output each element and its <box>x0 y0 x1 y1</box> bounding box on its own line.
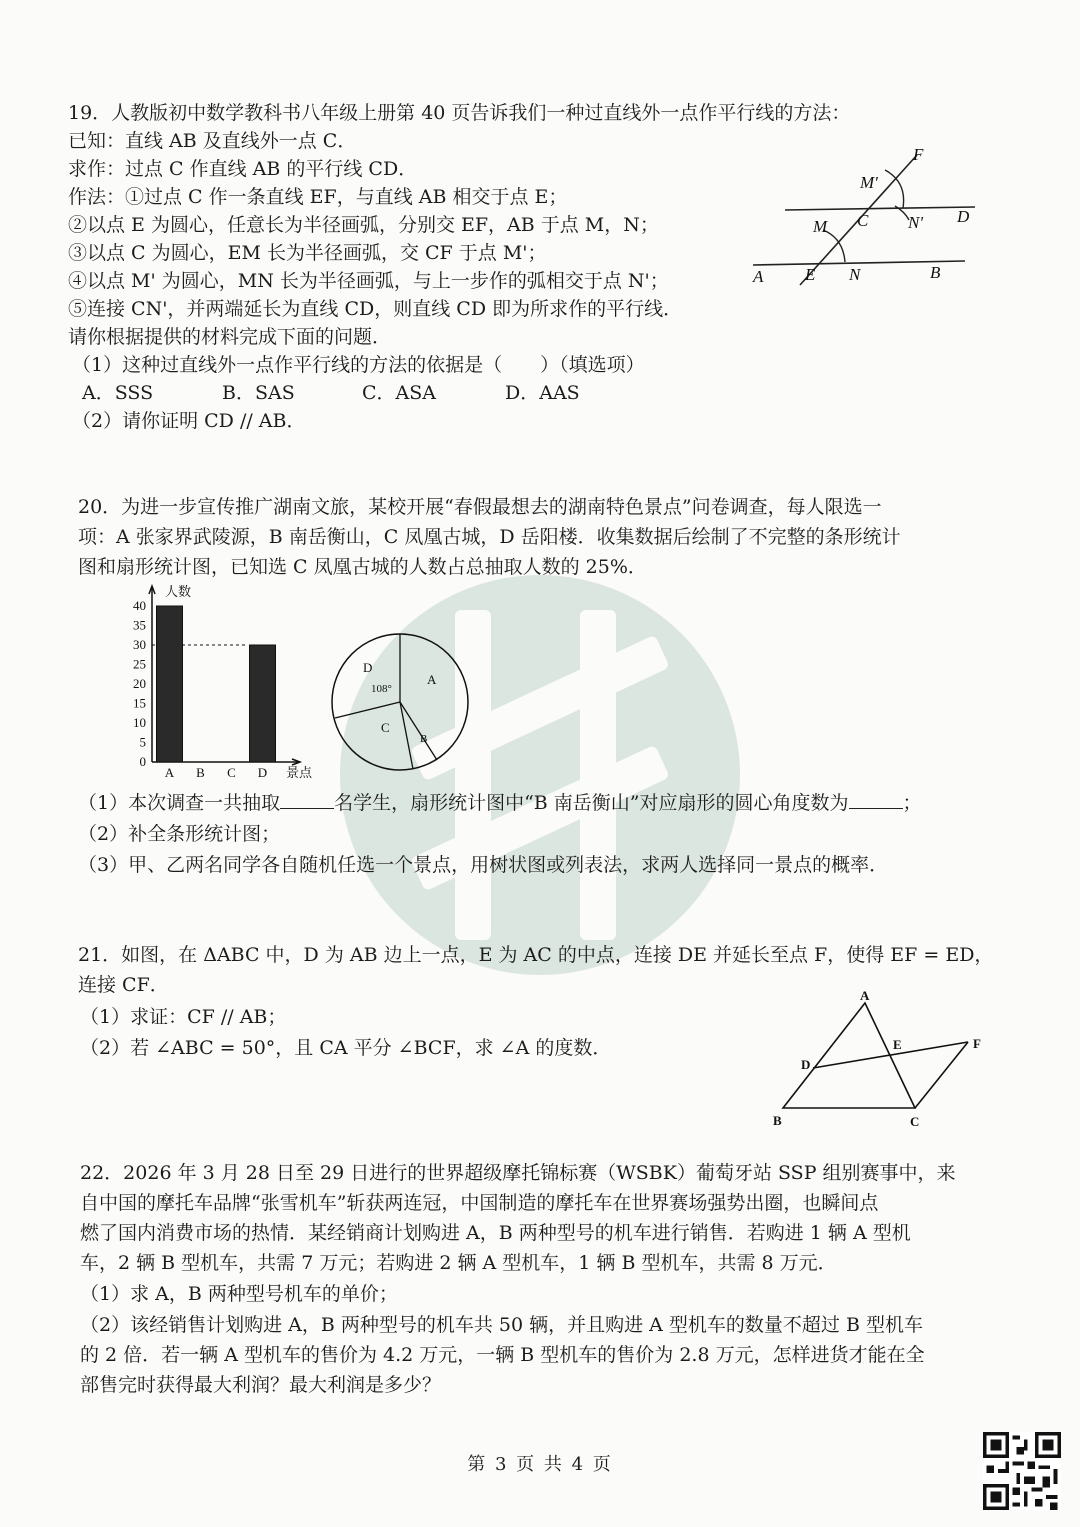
q22-question-2: （2）该经销售计划购进 A，B 两种型号的机车共 50 辆，并且购进 A 型机车的数量不超过 B 型机车 <box>80 1314 923 1336</box>
q22-line: 燃了国内消费市场的热情．某经销商计划购进 A，B 两种型号的机车进行销售．若购进 1 辆 A 型机 <box>80 1222 911 1244</box>
arc-m-prime <box>885 170 904 208</box>
label-f: F <box>913 145 924 164</box>
q20-line: 图和扇形统计图，已知选 C 凤凰古城的人数占总抽取人数的 25%． <box>78 556 647 578</box>
bar-d <box>250 645 276 762</box>
q22-line: 部售完时获得最大利润？最大利润是多少？ <box>80 1374 442 1396</box>
pie-divider <box>335 702 400 718</box>
q22-line: 自中国的摩托车品牌“张雪机车”斩获两连冠，中国制造的摩托车在世界赛场强势出圈，也瞬间点 <box>80 1192 879 1214</box>
q19-line: 求作：过点 C 作直线 AB 的平行线 CD． <box>68 158 418 180</box>
y-tick-label: 20 <box>133 676 146 691</box>
segment-cf <box>915 1042 968 1108</box>
label-a: A <box>753 267 764 286</box>
q21-question-1: （1）求证：CF // AB； <box>80 1006 287 1028</box>
x-axis-label: 景点 <box>286 765 313 780</box>
pie-label-b: B <box>420 733 428 745</box>
q19-line: ③以点 C 为圆心，EM 长为半径画弧，交 CF 于点 M'； <box>68 242 547 264</box>
label-e: E <box>805 265 816 284</box>
q19-option-d: D．AAS <box>505 382 580 404</box>
y-tick-label: 0 <box>139 754 146 769</box>
label-d: D <box>801 1057 811 1072</box>
triangle-abc <box>783 1003 915 1108</box>
answer-blank[interactable] <box>280 808 334 809</box>
q19-line: 已知：直线 AB 及直线外一点 C． <box>68 130 357 152</box>
q20-question-2: （2）补全条形统计图； <box>78 823 281 845</box>
q19-option-b: B．SAS <box>222 382 295 404</box>
label-n: N <box>849 265 861 284</box>
label-b: B <box>930 263 941 282</box>
y-tick-label: 5 <box>139 734 146 750</box>
q19-line: 19．人教版初中数学教科书八年级上册第 40 页告诉我们一种过直线外一点作平行线的方法： <box>68 102 851 124</box>
pie-label-d: D <box>363 660 373 675</box>
answer-blank[interactable] <box>849 808 903 809</box>
x-tick-label: A <box>164 765 175 780</box>
triangle-figure <box>765 985 995 1135</box>
label-a: A <box>860 988 870 1003</box>
q19-option-c: C．ASA <box>362 382 436 404</box>
pie-label-c: C <box>381 720 390 735</box>
label-m-prime: M' <box>860 173 878 192</box>
y-tick-label: 30 <box>133 637 146 652</box>
q22-line: 车，2 辆 B 型机车，共需 7 万元；若购进 2 辆 A 型机车，1 辆 B 型机车，共需 8 万元． <box>80 1252 837 1274</box>
q19-question-2: （2）请你证明 CD // AB． <box>72 410 306 432</box>
pie-angle-label: 108° <box>371 683 392 695</box>
q19-question-1: （1）这种过直线外一点作平行线的方法的依据是（ ）（填选项） <box>72 354 645 376</box>
qr-code <box>983 1432 1061 1510</box>
q21-line: 连接 CF． <box>78 974 169 996</box>
q20-question-1-text: ； <box>902 792 922 814</box>
q20-line: 项：A 张家界武陵源，B 南岳衡山，C 凤凰古城，D 岳阳楼．收集数据后绘制了不完整的条形统计 <box>78 526 901 548</box>
parallel-construction-figure <box>745 140 985 290</box>
q19-option-a: A．SSS <box>82 382 154 404</box>
q22-line: 22．2026 年 3 月 28 日至 29 日进行的世界超级摩托锦标赛（WSBK）葡萄牙站 SSP 组别赛事中，来 <box>80 1162 956 1184</box>
pie-chart <box>325 620 475 780</box>
q21-question-2: （2）若 ∠ABC = 50°，且 CA 平分 ∠BCF，求 ∠A 的度数． <box>80 1037 612 1059</box>
bar-chart <box>120 580 330 785</box>
label-d: D <box>957 207 970 226</box>
x-tick-label: B <box>196 765 205 780</box>
label-n-prime: N' <box>908 213 923 232</box>
q19-line: ⑤连接 CN'，并两端延长为直线 CD，则直线 CD 即为所求作的平行线． <box>68 298 683 320</box>
q22-line: 的 2 倍．若一辆 A 型机车的售价为 4.2 万元，一辆 B 型机车的售价为 2.8 万元，怎样进货才能在全 <box>80 1344 925 1366</box>
label-f: F <box>973 1036 981 1051</box>
q19-line: 作法：①过点 C 作一条直线 EF，与直线 AB 相交于点 E； <box>68 186 568 208</box>
label-e: E <box>893 1037 902 1052</box>
y-tick-label: 35 <box>133 617 146 633</box>
y-axis-label: 人数 <box>165 584 192 599</box>
y-tick-label: 40 <box>133 598 146 613</box>
q20-line: 20．为进一步宣传推广湖南文旅，某校开展“春假最想去的湖南特色景点”问卷调查，每人限选一 <box>78 496 882 518</box>
q20-question-1-text: 名学生，扇形统计图中“B 南岳衡山”对应扇形的圆心角度数为 <box>334 792 849 814</box>
label-m: M <box>813 217 828 236</box>
q19-line: 请你根据提供的材料完成下面的问题． <box>68 326 392 348</box>
q21-line: 21．如图，在 ΔABC 中，D 为 AB 边上一点，E 为 AC 的中点，连接 DE 并延长至点 F，使得 EF = ED， <box>78 944 994 966</box>
label-c: C <box>857 211 869 230</box>
q20-question-1 <box>78 790 922 816</box>
bar-a <box>157 606 183 762</box>
line-cd <box>785 207 975 210</box>
q19-line: ②以点 E 为圆心，任意长为半径画弧，分别交 EF，AB 于点 M，N； <box>68 214 659 236</box>
x-tick-label: C <box>227 765 236 780</box>
page-footer: 第 3 页 共 4 页 <box>467 1454 613 1475</box>
q20-question-3: （3）甲、乙两名同学各自随机任选一个景点，用树状图或列表法，求两人选择同一景点的概率． <box>78 854 889 876</box>
label-b: B <box>773 1113 782 1128</box>
y-tick-label: 10 <box>133 715 146 730</box>
q20-question-1-text: （1）本次调查一共抽取 <box>78 792 281 814</box>
y-tick-label: 25 <box>133 656 146 672</box>
label-c: C <box>910 1114 920 1129</box>
q19-line: ④以点 M' 为圆心，MN 长为半径画弧，与上一步作的弧相交于点 N'； <box>68 270 669 292</box>
q22-question-1: （1）求 A，B 两种型号机车的单价； <box>80 1283 398 1305</box>
x-tick-label: D <box>257 765 268 780</box>
pie-label-a: A <box>427 672 437 687</box>
segment-df <box>813 1042 968 1068</box>
y-tick-label: 15 <box>133 695 146 711</box>
